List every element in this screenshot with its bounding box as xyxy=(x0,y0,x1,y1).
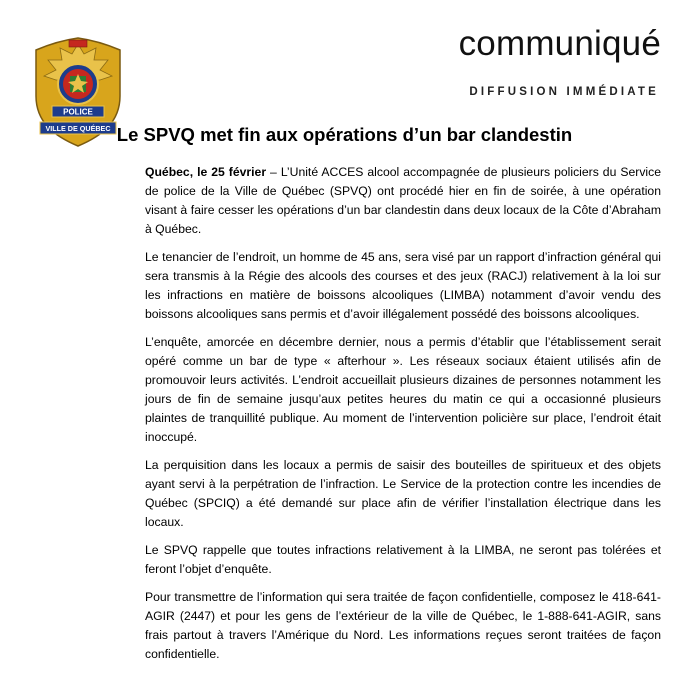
paragraph-2: Le tenancier de l’endroit, un homme de 45 ans, sera visé par un rapport d’infraction général qui sera transmis à la Régie des alcools des courses et des jeux (RACJ) relativement à la loi sur les infractions en matière de boissons alcooliques (LIMBA) notamment d’avoir vendu des boissons alcooliques sans permis et d’avoir illégalement possédé des boissons alcooliques. xyxy=(145,250,661,321)
badge-label-bottom: VILLE DE QUÉBEC xyxy=(45,124,111,133)
press-release-body xyxy=(145,163,661,673)
paragraph-5: Le SPVQ rappelle que toutes infractions relativement à la LIMBA, ne seront pas tolérées et feront l’objet d’enquête. xyxy=(145,543,661,576)
badge-label-top: POLICE xyxy=(63,107,93,117)
header-subtitle: DIFFUSION IMMÉDIATE xyxy=(469,86,659,98)
press-release-headline: Le SPVQ met fin aux opérations d’un bar clandestin xyxy=(116,124,573,145)
paragraph-3: L’enquête, amorcée en décembre dernier, nous a permis d’établir que l’établissement serait opéré comme un bar de type « afterhour ». Les réseaux sociaux étaient utilisés afin de promouvoir leurs activités. L’endroit accueillait plusieurs dizaines de personnes notamment les jours de fin de semaine jusqu’aux petites heures du matin ce qui a occasionné plusieurs plaintes de tranquillité publique. Au moment de l’intervention policière sur place, l’endroit était inoccupé. xyxy=(145,335,661,444)
paragraph-6: Pour transmettre de l’information qui sera traitée de façon confidentielle, composez le 418-641-AGIR (2447) et pour les gens de l’extérieur de la ville de Québec, le 1-888-641-AGIR, sans frais partout à travers l’Amérique du Nord. Les informations reçues seront traitées de façon confidentielle. xyxy=(145,590,661,661)
paragraph-lead: Québec, le 25 février xyxy=(145,165,267,179)
paragraph-4: La perquisition dans les locaux a permis de saisir des bouteilles de spiritueux et des objets ayant servi à la perpétration de l’infraction. Le Service de la protection contre les incendies de Québec (SPCIQ) a été demandé sur place afin de vérifier l’installation électrique dans les locaux. xyxy=(145,458,661,529)
paragraph-text: – L’Unité ACCES alcool accompagnée de plusieurs policiers du Service de police de la Ville de Québec (SPVQ) ont procédé hier en fin de soirée, à une opération visant à faire cesser les opérations d’un bar clandestin dans deux locaux de la Côte d’Abraham à Québec. xyxy=(145,165,662,236)
paragraph-1 xyxy=(145,163,661,239)
header-title: communiqué xyxy=(458,24,661,63)
